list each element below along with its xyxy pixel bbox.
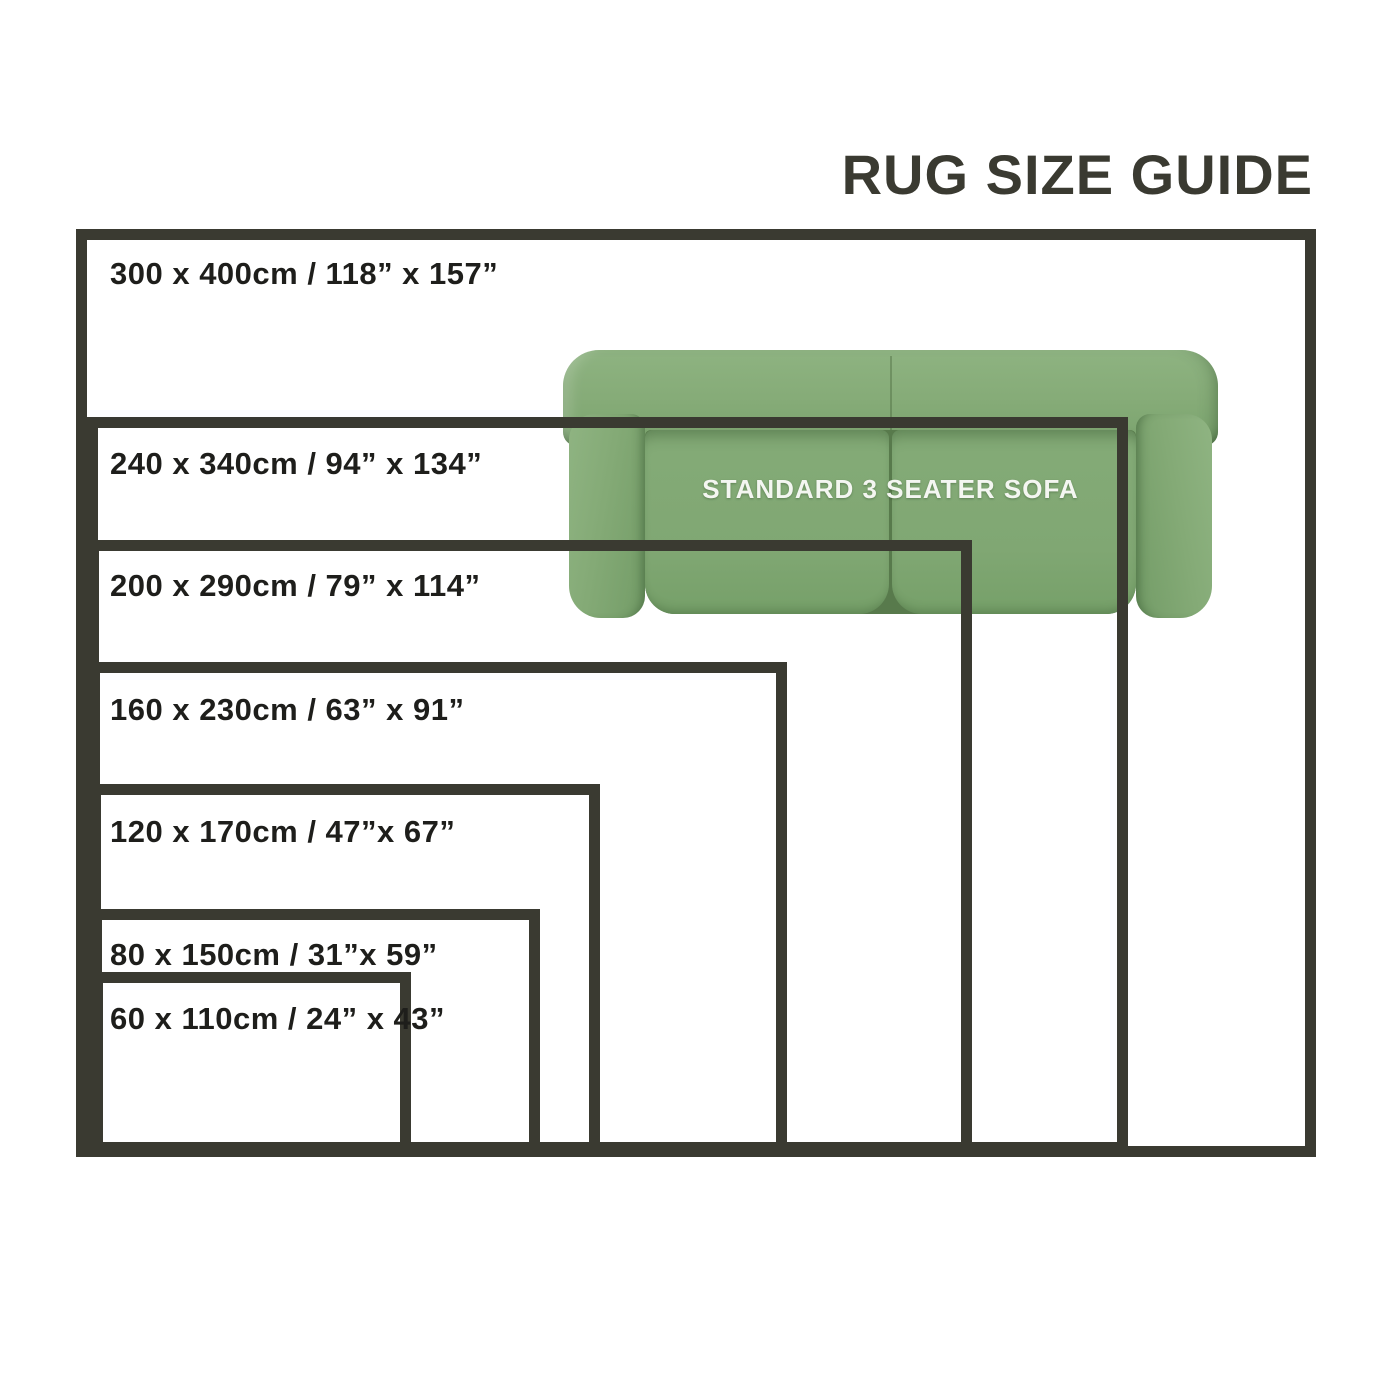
rug-outline-60x110 (92, 972, 446, 1153)
sofa-label: STANDARD 3 SEATER SOFA (702, 474, 1079, 504)
rug-size-label: 80 x 150cm / 31”x 59” (110, 937, 438, 972)
rug-size-label: 120 x 170cm / 47”x 67” (110, 814, 456, 849)
rug-size-label: 160 x 230cm / 63” x 91” (110, 692, 465, 727)
rug-size-label: 300 x 400cm / 118” x 157” (110, 256, 499, 291)
rug-size-label: 200 x 290cm / 79” x 114” (110, 568, 481, 603)
rug-size-label: 240 x 340cm / 94” x 134” (110, 446, 483, 481)
page-title: RUG SIZE GUIDE (841, 143, 1313, 206)
rug-size-label: 60 x 110cm / 24” x 43” (110, 1001, 446, 1036)
